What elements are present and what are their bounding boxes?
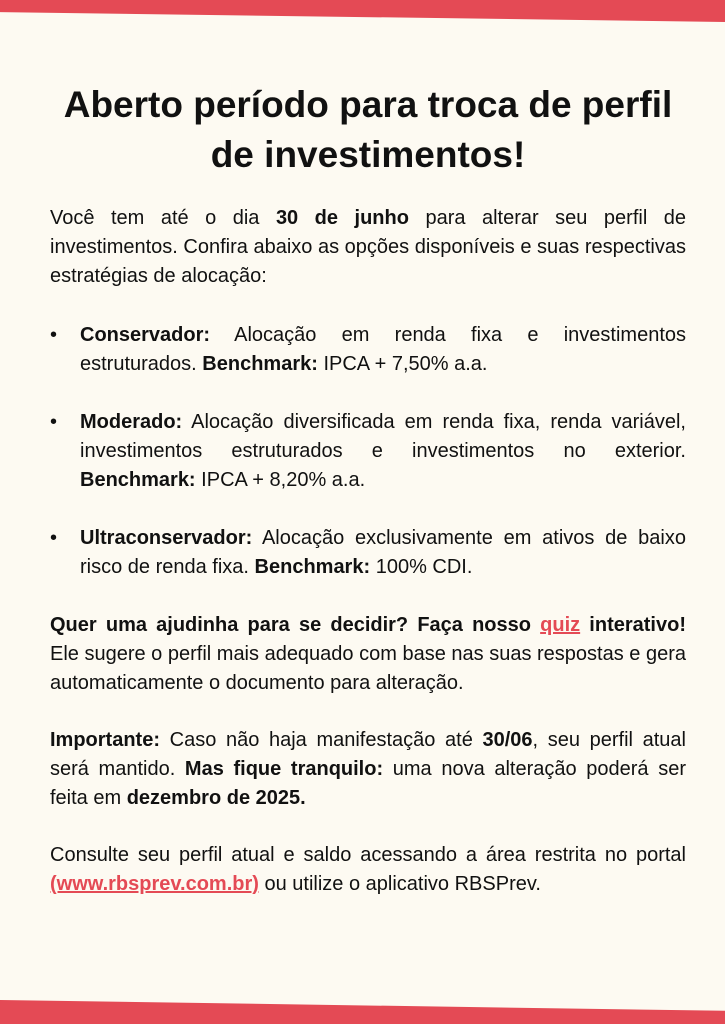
- list-item-conservador: • Conservador: Alocação em renda fixa e investimentos estruturados. Benchmark: IPCA + 7,50% a.a.: [50, 321, 686, 379]
- important-paragraph: Importante: Caso não haja manifestação até 30/06, seu perfil atual será mantido. Mas fique tranquilo: uma nova alteração poderá ser feita em dezembro de 2025.: [50, 729, 686, 809]
- profile-name: Ultraconservador:: [80, 527, 253, 549]
- top-accent-bar: [0, 0, 725, 22]
- list-item-moderado: • Moderado: Alocação diversificada em renda fixa, renda variável, investimentos estruturados e investimentos no exterior. Benchmark: IPCA + 8,20% a.a.: [50, 408, 686, 495]
- quiz-paragraph: Quer uma ajudinha para se decidir? Faça nosso quiz interativo! Ele sugere o perfil mais adequado com base nas suas respostas e gera automaticamente o documento para alteração.: [50, 614, 686, 694]
- bullet: •: [50, 527, 58, 549]
- profile-name: Moderado:: [80, 411, 183, 433]
- consult-paragraph: Consulte seu perfil atual e saldo acessando a área restrita no portal (www.rbsprev.com.br) ou utilize o aplicativo RBSPrev.: [50, 844, 686, 895]
- list-item-ultraconservador: • Ultraconservador: Alocação exclusivamente em ativos de baixo risco de renda fixa. Benchmark: 100% CDI.: [50, 524, 686, 582]
- profile-name: Conservador:: [80, 324, 211, 346]
- deadline-date: 30 de junho: [275, 207, 409, 229]
- intro-paragraph: Você tem até o dia 30 de junho para alterar seu perfil de investimentos. Confira abaixo as opções disponíveis e suas respectivas estratégias de alocação:: [50, 207, 687, 287]
- quiz-link[interactable]: quiz: [540, 614, 581, 636]
- bullet: •: [50, 411, 58, 433]
- page-title: Aberto período para troca de perfil de investimentos!: [63, 84, 673, 175]
- profile-list: [50, 321, 686, 582]
- main-content: [50, 80, 686, 899]
- bottom-accent-bar: [0, 1000, 725, 1024]
- bullet: •: [50, 324, 58, 346]
- portal-link[interactable]: (www.rbsprev.com.br): [50, 873, 259, 895]
